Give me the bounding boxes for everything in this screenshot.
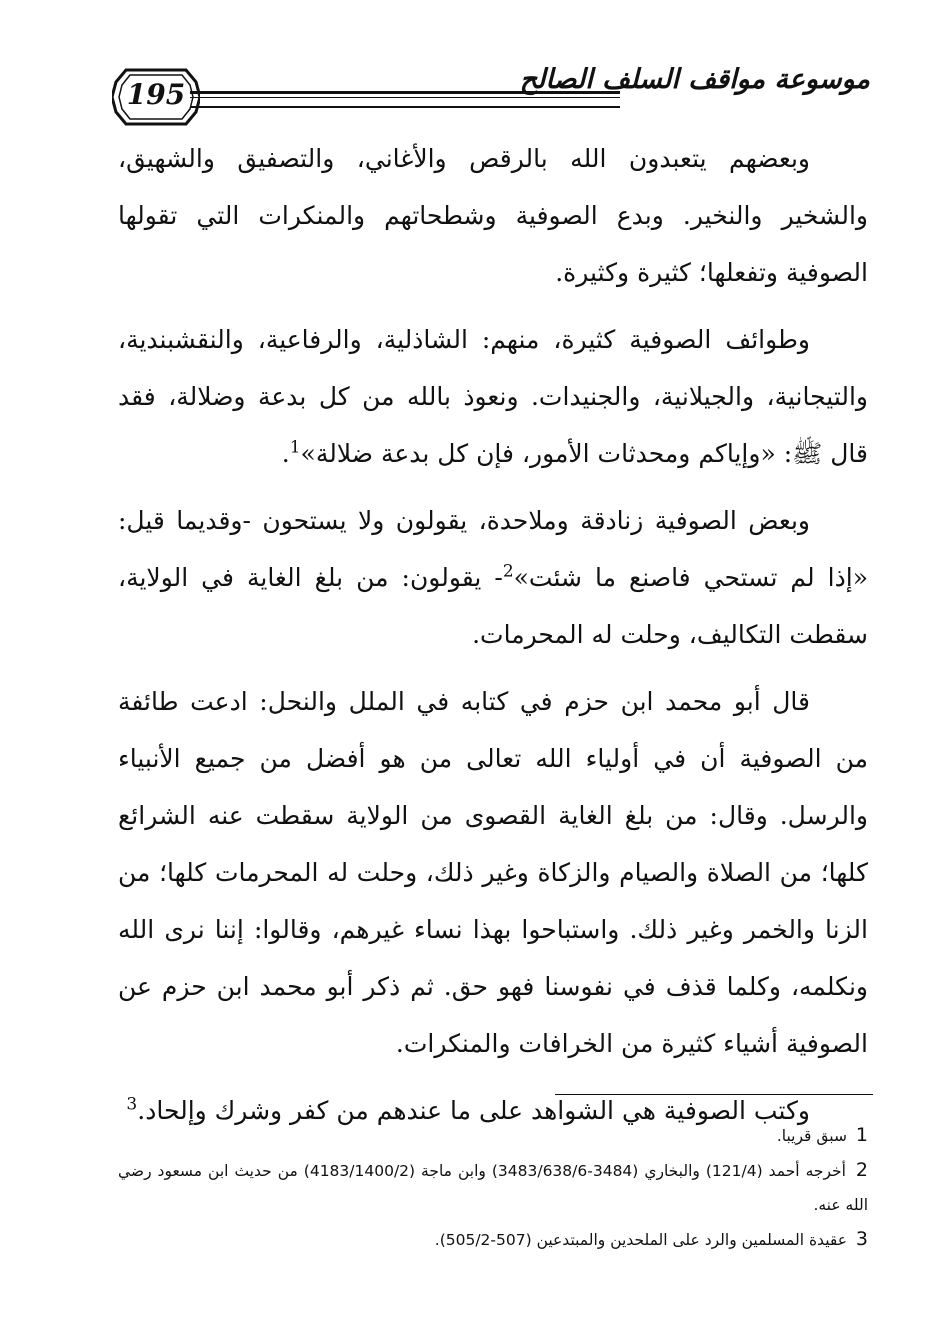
footnote-1 <box>118 1118 868 1153</box>
paragraph-2-text: وطوائف الصوفية كثيرة، منهم: الشاذلية، والرفاعية، والنقشبندية، والتيجانية، والجيلانية، والجنيدات. ونعوذ بالله من كل بدعة وضلالة، فقد قال ﷺ: «وإياكم ومحدثات الأمور، فإن كل بدعة ضلالة» <box>118 325 868 468</box>
footnote-2 <box>118 1153 868 1222</box>
paragraph-3 <box>118 492 868 663</box>
main-text <box>118 130 868 1149</box>
book-title: موسوعة مواقف السلف الصالح <box>519 64 870 95</box>
footnote-divider <box>555 1094 873 1095</box>
footnote-number: 3 <box>855 1228 868 1250</box>
paragraph-3-text: وبعض الصوفية زنادقة وملاحدة، يقولون ولا يستحون -وقديما قيل: «إذا لم تستحي فاصنع ما شئت» <box>118 506 868 592</box>
footnote-number: 2 <box>855 1159 868 1181</box>
footnote-marker-2[interactable]: 2 <box>502 561 514 582</box>
footnote-3 <box>118 1222 868 1257</box>
paragraph-3-rest: - يقولون: من بلغ الغاية في الولاية، سقطت التكاليف، وحلت له المحرمات. <box>118 563 868 649</box>
footnote-text: أخرجه أحمد (121/4) والبخاري (3484-3483/638/6) وابن ماجة (4183/1400/2) من حديث ابن مسعود رضي الله عنه. <box>118 1162 868 1214</box>
footnote-text: عقيدة المسلمين والرد على الملحدين والمبتدعين (507-505/2). <box>434 1231 847 1249</box>
paragraph-5-text: وكتب الصوفية هي الشواهد على ما عندهم من كفر وشرك وإلحاد. <box>137 1096 810 1125</box>
footnote-text: سبق قريبا. <box>776 1127 847 1145</box>
footnote-marker-1[interactable]: 1 <box>289 437 301 458</box>
footnotes <box>118 1118 868 1257</box>
page-number: 195 <box>126 78 186 111</box>
paragraph-1: وبعضهم يتعبدون الله بالرقص والأغاني، والتصفيق والشهيق، والشخير والنخير. وبدع الصوفية وشطحاتهم والمنكرات التي تقولها الصوفية وتفعلها؛ كثيرة وكثيرة. <box>118 144 868 287</box>
page-number-badge <box>112 66 200 128</box>
footnote-number: 1 <box>855 1124 868 1146</box>
paragraph-4: قال أبو محمد ابن حزم في كتابه في الملل والنحل: ادعت طائفة من الصوفية أن في أولياء الله تعالى من هو أفضل من جميع الأنبياء والرسل. وقال: من بلغ الغاية القصوى من الولاية سقطت عنه الشرائع كلها؛ من الصلاة والصيام والزكاة وغير ذلك، وحلت له المحرمات كلها؛ من الزنا والخمر وغير ذلك. واستباحوا بهذا نساء غيرهم، وقالوا: إننا نرى الله ونكلمه، وكلما قذف في نفوسنا فهو حق. ثم ذكر أبو محمد ابن حزم عن الصوفية أشياء كثيرة من الخرافات والمنكرات. <box>118 687 868 1058</box>
paragraph-2 <box>118 311 868 482</box>
paragraph-2-end: . <box>281 439 290 468</box>
footnote-marker-3[interactable]: 3 <box>126 1094 138 1115</box>
page-header <box>112 62 870 132</box>
